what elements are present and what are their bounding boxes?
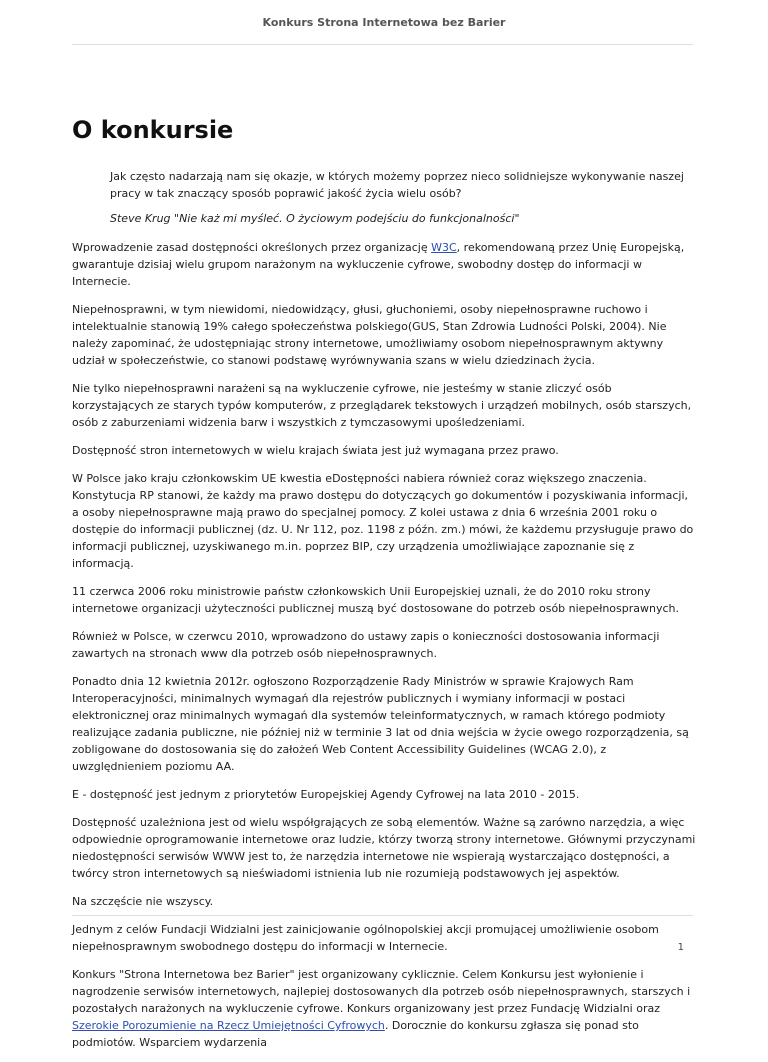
paragraph: Dostępność uzależniona jest od wielu współgrających ze sobą elementów. Ważne są zarówno narzędzia, a więc odpowiednie oprogramowanie internetowe oraz ludzie, którzy tworzą strony internetowe. Głównymi przyczynami niedostępności serwisów WWW jest to, że narzędzia internetowe nie wspierają wystarczająco dostępności, a twórcy stron internetowych są nieświadomi istnienia lub nie rozumieją podstawowych jej aspektów.	[72, 816, 696, 880]
header-divider	[72, 44, 693, 45]
paragraph: Dostępność stron internetowych w wielu krajach świata jest już wymagana przez prawo.	[72, 444, 559, 457]
epigraph	[110, 168, 696, 227]
epigraph-attribution: Steve Krug "Nie każ mi myśleć. O życiowym podejściu do funkcjonalności"	[110, 212, 520, 225]
paragraph: Ponadto dnia 12 kwietnia 2012r. ogłoszono Rozporządzenie Rady Ministrów w sprawie Krajowych Ram Interoperacyjności, minimalnych wymagań dla rejestrów publicznych i wymiany informacji w postaci elektronicznej oraz minimalnych wymagań dla systemów teleinformatycznych, w ramach którego podmioty realizujące zadania publiczne, nie później niż w terminie 3 lat od dnia wejścia w życie owego rozporządzenia, są zobligowane do dostosowania się do założeń Web Content Accessibility Guidelines (WCAG 2.0), z uwzględnieniem poziomu AA.	[72, 675, 689, 773]
document-body	[72, 116, 696, 1062]
paragraph-text: . Dorocznie do konkursu zgłasza się ponad sto podmiotów. Wsparciem wydarzenia	[72, 1019, 639, 1049]
paragraph-text: Konkurs "Strona Internetowa bez Barier" jest organizowany cyklicznie. Celem Konkursu jest wyłonienie i nagrodzenie serwisów internetowych, najlepiej dostosowanych dla potrzeb osób niepełnosprawnych, starszych i pozostałych narażonych na wykluczenie cyfrowe. Konkurs organizowany jest przez Fundację Widzialni oraz	[72, 968, 691, 1015]
paragraph: Nie tylko niepełnosprawni narażeni są na wykluczenie cyfrowe, nie jesteśmy w stanie zliczyć osób korzystających ze starych typów komputerów, z przeglądarek tekstowych i urządzeń mobilnych, osób starszych, osób z zaburzeniami widzenia barw i wszystkich z tymczasowymi upośledzeniami.	[72, 382, 692, 429]
w3c-link[interactable]: W3C	[431, 241, 457, 254]
szerokie-porozumienie-link[interactable]: Szerokie Porozumienie na Rzecz Umiejętności Cyfrowych	[72, 1019, 385, 1032]
paragraph-konkurs	[72, 966, 696, 1051]
paragraph: Niepełnosprawni, w tym niewidomi, niedowidzący, głusi, głuchoniemi, osoby niepełnosprawne ruchowo i intelektualnie stanowią 19% całego społeczeństwa polskiego(GUS, Stan Zdrowia Ludności Polski, 2004). Nie należy zapominać, że udostępniając strony internetowe, umożliwiamy osobom niepełnosprawnym aktywny udział w społeczeństwie, co stanowi podstawę wyrównywania szans w wielu dziedzinach życia.	[72, 303, 667, 367]
paragraph-text: , rekomendowaną przez Unię Europejską, gwarantuje dzisiaj wielu grupom narażonym na wykluczenie cyfrowe, swobodny dostęp do informacji w Internecie.	[72, 241, 685, 288]
paragraph: Również w Polsce, w czerwcu 2010, wprowadzono do ustawy zapis o konieczności dostosowania informacji zawartych na stronach www dla potrzeb osób niepełnosprawnych.	[72, 630, 660, 660]
paragraph: Na szczęście nie wszyscy.	[72, 895, 214, 908]
footer-divider	[72, 915, 693, 916]
paragraph: 11 czerwca 2006 roku ministrowie państw członkowskich Unii Europejskiej uznali, że do 2010 roku strony internetowe organizacji użyteczności publicznej muszą być dostosowane do potrzeb osób niepełnosprawnych.	[72, 585, 679, 615]
paragraph-w3c	[72, 239, 696, 290]
page-title: O konkursie	[72, 116, 234, 144]
page-number: 1	[677, 942, 684, 953]
paragraph-text: Wprowadzenie zasad dostępności określonych przez organizację	[72, 241, 432, 254]
paragraph: W Polsce jako kraju członkowskim UE kwestia eDostępności nabiera również coraz większego znaczenia. Konstytucja RP stanowi, że każdy ma prawo dostępu do dotyczących go dokumentów i pozyskiwania informacji, a osoby niepełnosprawne mają prawo do specjalnej pomocy. Z kolei ustawa z dnia 6 września 2001 roku o dostępie do informacji publicznej (dz. U. Nr 112, poz. 1198 z późn. zm.) mówi, że każdemu przysługuje prawo do informacji publicznej, uzyskiwanego m.in. poprzez BIP, czy urządzenia umożliwiające zapoznanie się z informacją.	[72, 472, 694, 570]
epigraph-text: Jak często nadarzają nam się okazje, w których możemy poprzez nieco solidniejsze wykonywanie naszej pracy w tak znaczący sposób poprawić jakość życia wielu osób?	[110, 170, 684, 200]
paragraph: E - dostępność jest jednym z priorytetów Europejskiej Agendy Cyfrowej na lata 2010 - 2015.	[72, 788, 580, 801]
running-header: Konkurs Strona Internetowa bez Barier	[262, 16, 506, 29]
paragraph: Jednym z celów Fundacji Widzialni jest zainicjowanie ogólnopolskiej akcji promującej umożliwienie osobom niepełnosprawnym swobodnego dostępu do informacji w Internecie.	[72, 923, 659, 953]
